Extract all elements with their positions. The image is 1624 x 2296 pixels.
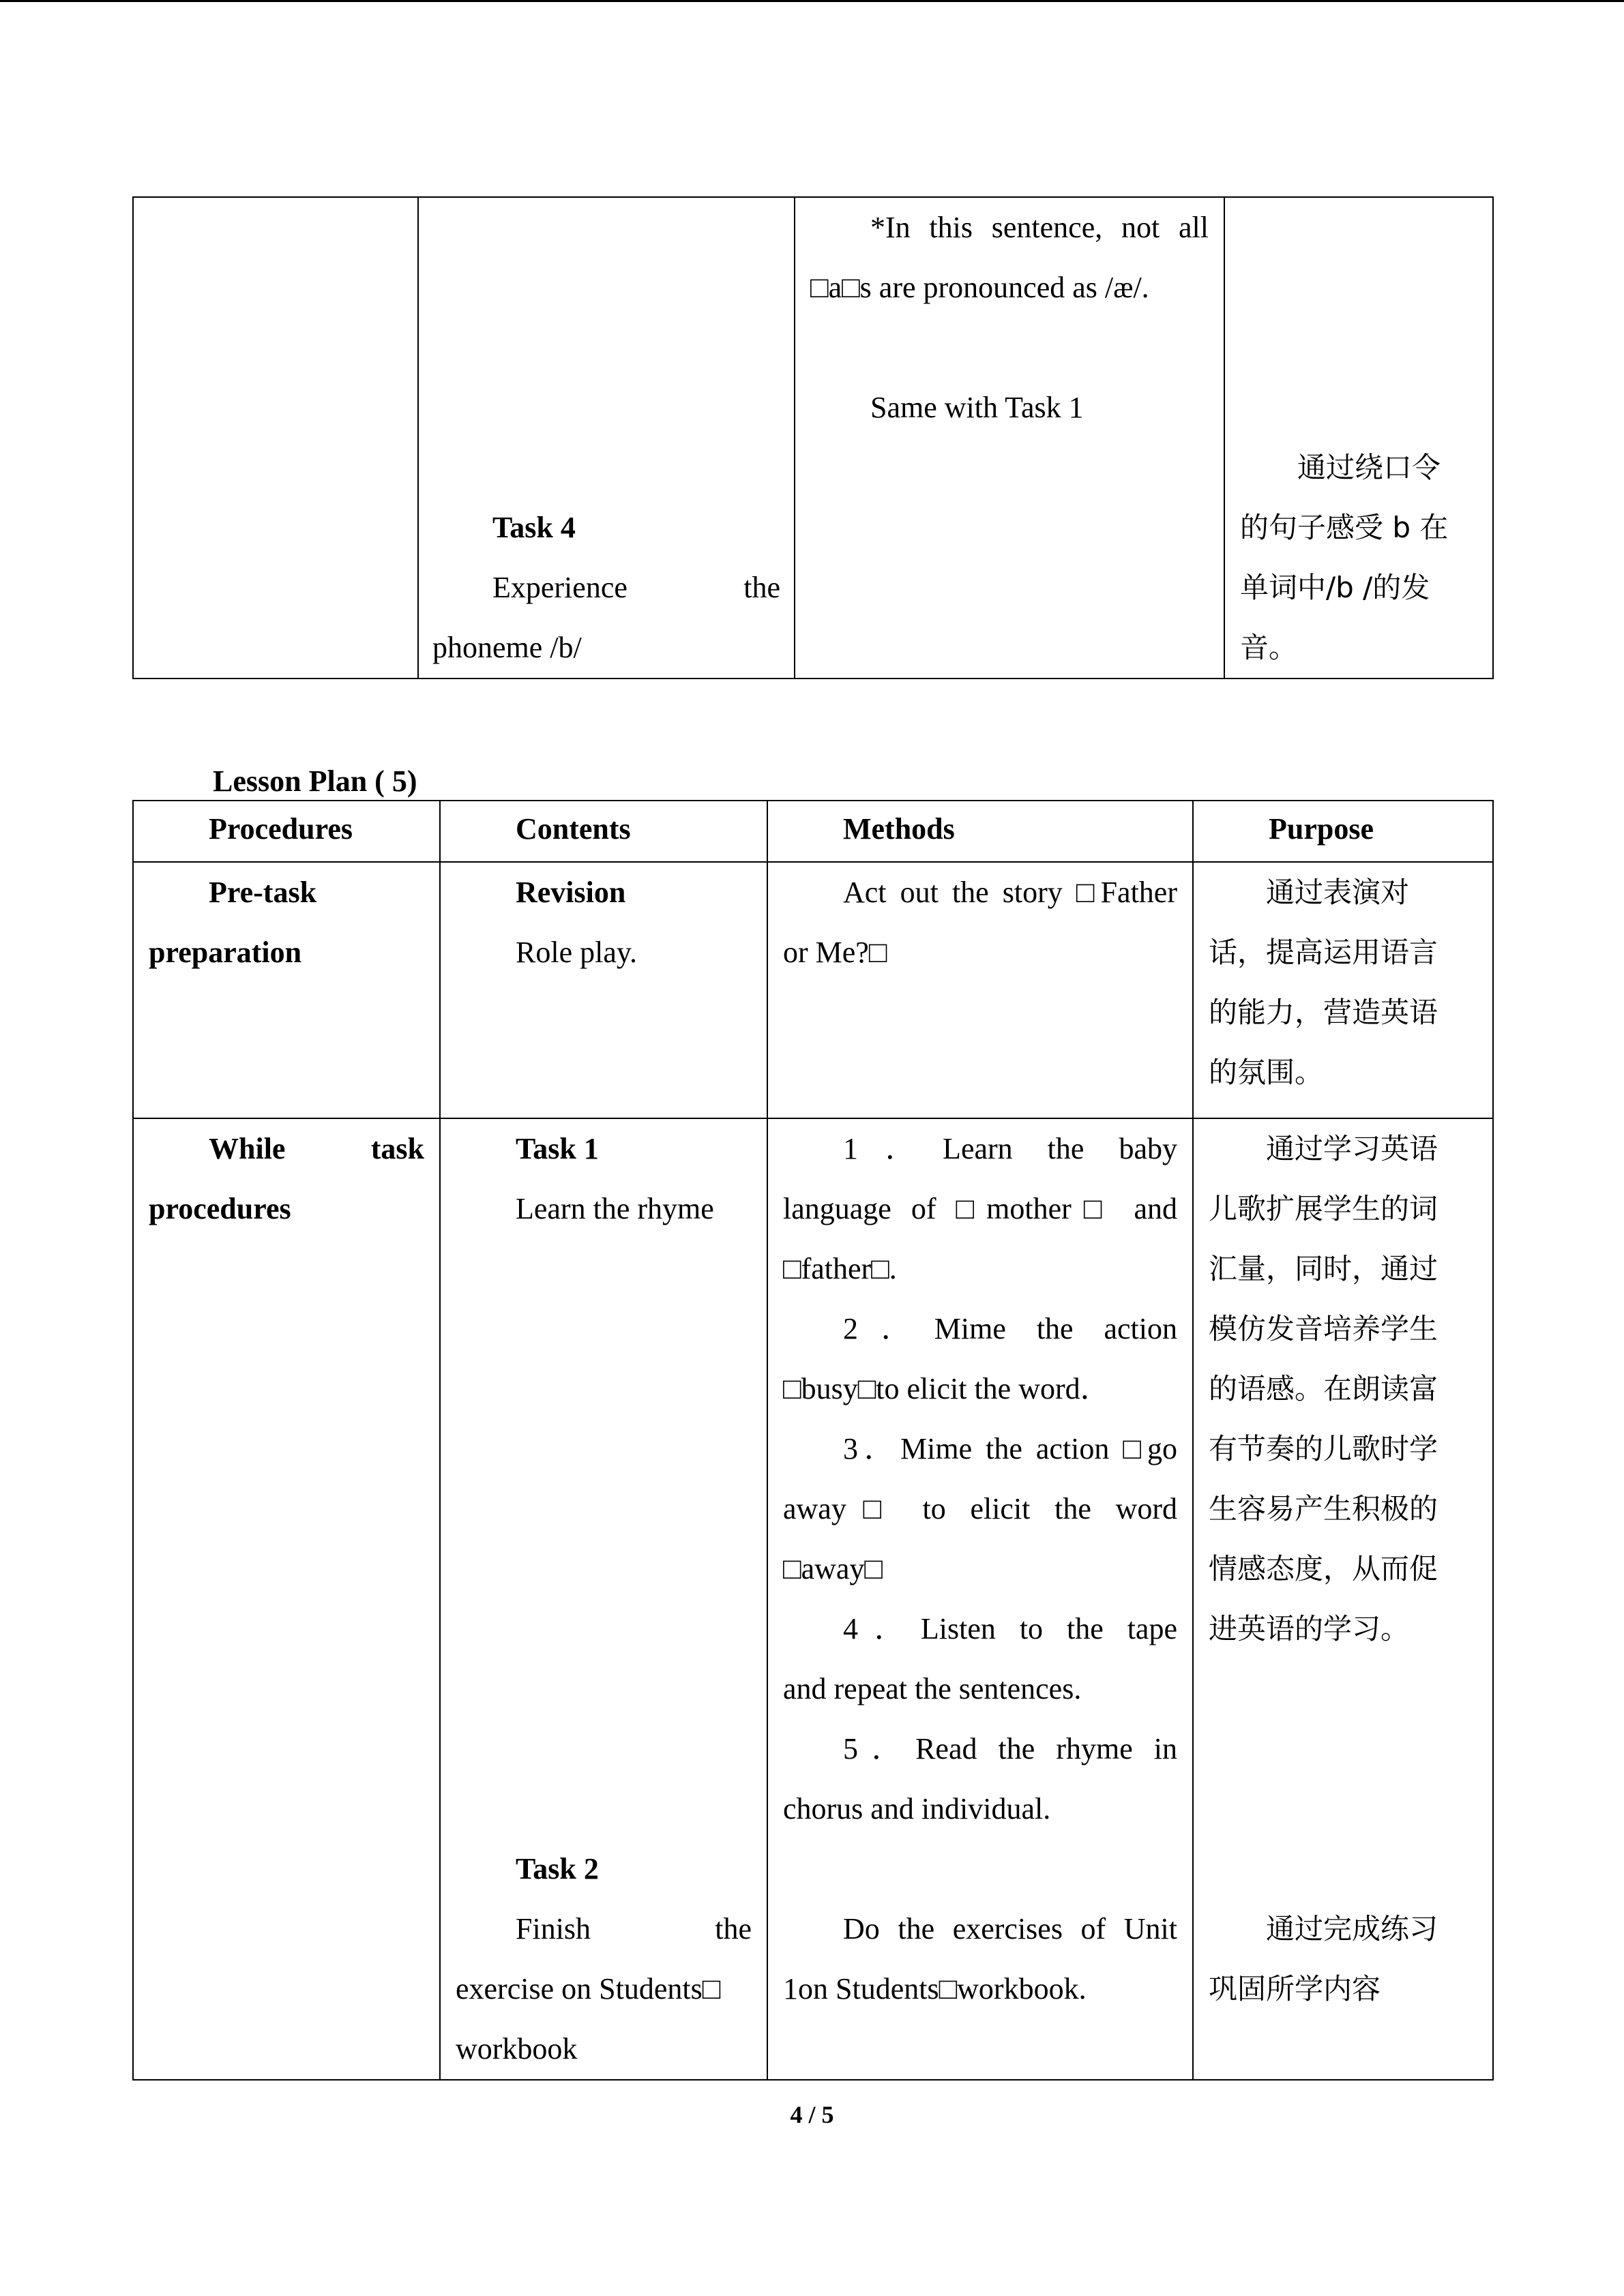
while-task2-line3: workbook <box>456 2032 578 2066</box>
pre-purpose-line3: 的能力，营造英语 <box>1209 996 1438 1029</box>
method-task2-line2: 1on Students□workbook. <box>783 1972 1087 2006</box>
method-step4-line2: and repeat the sentences. <box>783 1672 1082 1705</box>
method-step3-line3: □away□ <box>783 1552 883 1585</box>
while-task2-line2: exercise on Students□ <box>456 1972 721 2006</box>
pre-purpose-line4: 的氛围。 <box>1209 1056 1324 1089</box>
while-purpose-line6: 有节奏的儿歌时学 <box>1209 1432 1438 1465</box>
while-purpose-line3: 汇量，同时，通过 <box>1209 1252 1438 1285</box>
t1-method-cell <box>795 197 1224 679</box>
while-task2-title: Task 2 <box>516 1852 599 1885</box>
task2-purpose-line1: 通过完成练习 <box>1266 1912 1438 1945</box>
while-task1-text: Learn the rhyme <box>516 1192 714 1225</box>
method-step4-line1: 4．Listen to the tape <box>843 1612 1177 1645</box>
t1-task4-line2: phoneme /b/ <box>432 631 582 664</box>
while-task1-title: Task 1 <box>516 1132 599 1165</box>
t1-content-cell <box>418 197 795 679</box>
pre-content-title: Revision <box>516 876 626 909</box>
while-purpose-line4: 模仿发音培养学生 <box>1209 1312 1438 1345</box>
method-task2-line1: Do the exercises of Unit <box>843 1912 1177 1945</box>
pre-content-text: Role play. <box>516 936 637 969</box>
pre-task-row <box>133 862 1493 1118</box>
header-procedures: Procedures <box>209 812 353 846</box>
method-step1-line1: 1．Learn the baby <box>843 1132 1177 1165</box>
method-step1-line3: □father□. <box>783 1252 897 1285</box>
while-procedure-line2: procedures <box>149 1192 291 1225</box>
pre-procedure-line1: Pre-task <box>209 876 317 909</box>
while-purpose-line7: 生容易产生积极的 <box>1209 1492 1438 1525</box>
while-purpose-line5: 的语感。在朗读富 <box>1209 1372 1438 1405</box>
t1-purpose-line1: 通过绕口令 <box>1297 451 1441 484</box>
method-step5-line2: chorus and individual. <box>783 1792 1051 1825</box>
header-contents: Contents <box>516 812 631 846</box>
lesson-plan-title: Lesson Plan ( 5) <box>213 764 417 798</box>
t1-task4-title: Task 4 <box>492 511 576 544</box>
while-purpose-line9: 进英语的学习。 <box>1209 1612 1410 1645</box>
header-methods: Methods <box>843 812 955 846</box>
while-purpose-line8: 情感态度，从而促 <box>1209 1552 1438 1585</box>
method-step3-line2: away□ to elicit the word <box>783 1492 1177 1525</box>
pre-procedure-line2: preparation <box>149 936 302 969</box>
continuation-table <box>132 196 1494 679</box>
task2-purpose-line2: 巩固所学内容 <box>1209 1972 1381 2006</box>
t1-procedure-cell <box>133 197 418 679</box>
pre-purpose-line2: 话，提高运用语言 <box>1209 936 1438 969</box>
pre-method-line2: or Me?□ <box>783 936 887 969</box>
t1-note-line1: *In this sentence, not all <box>870 211 1209 244</box>
method-step5-line1: 5．Read the rhyme in <box>843 1732 1177 1765</box>
header-purpose: Purpose <box>1269 812 1374 846</box>
method-step2-line2: □busy□to elicit the word． <box>783 1372 1110 1405</box>
t1-purpose-line3: 单词中/b /的发 <box>1240 571 1430 604</box>
while-procedure-line1: While task <box>209 1132 424 1165</box>
header-row <box>133 801 1493 862</box>
pre-method-line1: Act out the story □Father <box>843 876 1177 909</box>
while-purpose-line2: 儿歌扩展学生的词 <box>1209 1192 1438 1225</box>
method-step3-line1: 3．Mime the action □go <box>843 1432 1177 1465</box>
while-purpose-line1: 通过学习英语 <box>1266 1132 1438 1165</box>
method-step2-line1: 2．Mime the action <box>843 1312 1177 1345</box>
t1-purpose-line4: 音。 <box>1240 631 1298 664</box>
while-task2-line1: Finish the <box>516 1912 752 1945</box>
t1-purpose-cell <box>1224 197 1493 679</box>
t1-same-with: Same with Task 1 <box>870 391 1084 424</box>
while-task-row <box>133 1118 1493 2080</box>
t1-note-line2: □a□s are pronounced as /æ/. <box>810 271 1149 304</box>
method-step1-line2: language of □mother□ and <box>783 1192 1177 1225</box>
t1-task4-line1: Experience the <box>492 571 780 604</box>
lesson-plan-table <box>132 800 1494 2081</box>
pre-purpose-line1: 通过表演对 <box>1266 876 1410 909</box>
page-number: 4 / 5 <box>790 2101 834 2128</box>
t1-purpose-line2: 的句子感受 b 在 <box>1240 511 1449 544</box>
page-top-rule <box>0 0 1624 2</box>
